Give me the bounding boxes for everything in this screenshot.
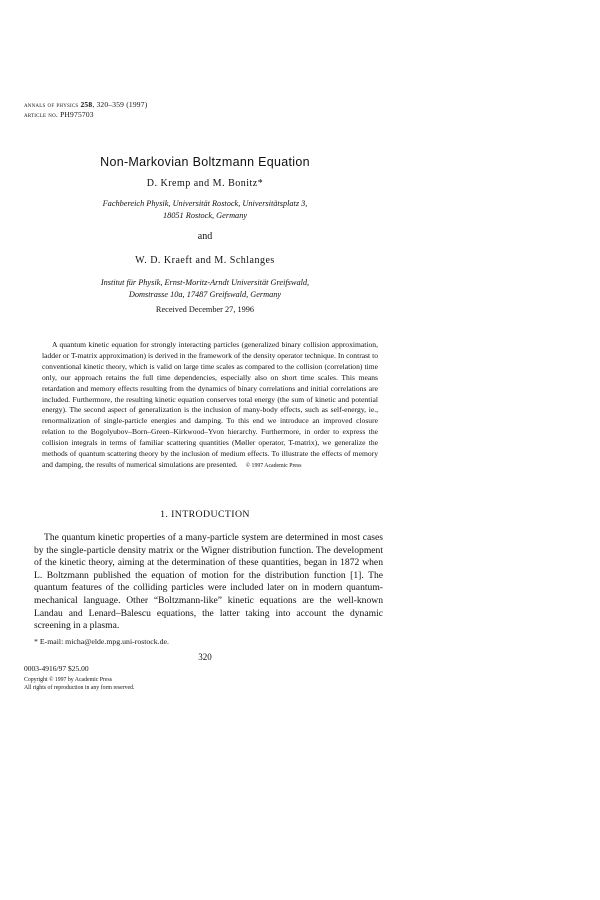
page-number: 320: [198, 652, 212, 662]
article-number-line: [24, 110, 94, 119]
copyright-line1: Copyright © 1997 by Academic Press: [24, 677, 112, 683]
received-date: Received December 27, 1996: [155, 305, 255, 314]
authors-conjunction: and: [197, 231, 213, 242]
section-heading: 1. INTRODUCTION: [160, 509, 250, 520]
affiliation-rostock-line2: 18051 Rostock, Germany: [162, 211, 248, 220]
footnote-email: * E-mail: micha@elde.mpg.uni-rostock.de.: [34, 637, 169, 646]
abstract-copyright: © 1997 Academic Press: [245, 462, 302, 469]
authors-primary: D. Kremp and M. Bonitz*: [146, 178, 264, 189]
copyright-line2: All rights of reproduction in any form reserved.: [24, 684, 135, 691]
journal-header: [24, 100, 147, 109]
journal-volume: 258: [80, 100, 93, 109]
abstract: [42, 340, 378, 472]
affiliation-rostock-line1: Fachbereich Physik, Universität Rostock, Universitätsplatz 3,: [102, 199, 308, 208]
affiliation-greifswald-line2: Domstrasse 10a, 17487 Greifswald, Germany: [128, 290, 282, 299]
article-no: PH975703: [60, 110, 94, 119]
journal-name: annals of physics: [24, 100, 79, 109]
affiliation-rostock: [0, 198, 410, 222]
journal-pages-year: , 320–359 (1997): [92, 100, 148, 109]
issn-price: 0003-4916/97 $25.00: [24, 664, 89, 673]
article-no-label: article no.: [24, 110, 58, 119]
copyright-notice: [24, 677, 134, 692]
affiliation-greifswald: [0, 277, 410, 301]
abstract-text: A quantum kinetic equation for strongly interacting particles (generalized binary collision approximation, ladder or T-matrix approximation) is derived in the framework of the density operator technique. In contrast to conventional kinetic theory, which is valid on large time scales as compared to the collision (correlation) time only, our approach retains the full time dependencies, especially also on short time scales. This means retardation and memory effects resulting from the dynamics of binary correlations and initial correlations are included. Furthermore, the resulting kinetic equation conserves total energy (the sum of kinetic and potential energy). The second aspect of generalization is the inclusion of many-body effects, such as self-energy, ie., renormalization of single-particle energies and damping. To this end we introduce an improved closure relation to the Bogolyubov–Born–Green–Kirkwood–Yvon hierarchy. Furthermore, in order to express the collision integrals in terms of familiar scattering quantities (Møller operator, T-matrix), we generalize the methods of quantum scattering theory by the inclusion of medium effects. To illustrate the effects of memory and damping, the results of numerical simulations are presented.: [42, 340, 378, 469]
authors-secondary: W. D. Kraeft and M. Schlanges: [135, 255, 275, 266]
intro-paragraph: The quantum kinetic properties of a many-particle system are determined in most cases by the single-particle density matrix or the Wigner distribution function. The development of the kinetic theory, aiming at the determination of these quantities, began in 1872 when L. Boltzmann published the equation of motion for the distribution function [1]. The quantum features of the colliding particles were included later on in modern quantum-mechanical language. Other “Boltzmann-like” kinetic equations are the well-known Landau and Lenard–Balescu equations, the latter taking into account the dynamic screening in a plasma.: [34, 532, 383, 632]
affiliation-greifswald-line1: Institut für Physik, Ernst-Moritz-Arndt Universität Greifswald,: [100, 278, 310, 287]
paper-title: Non-Markovian Boltzmann Equation: [100, 155, 310, 169]
